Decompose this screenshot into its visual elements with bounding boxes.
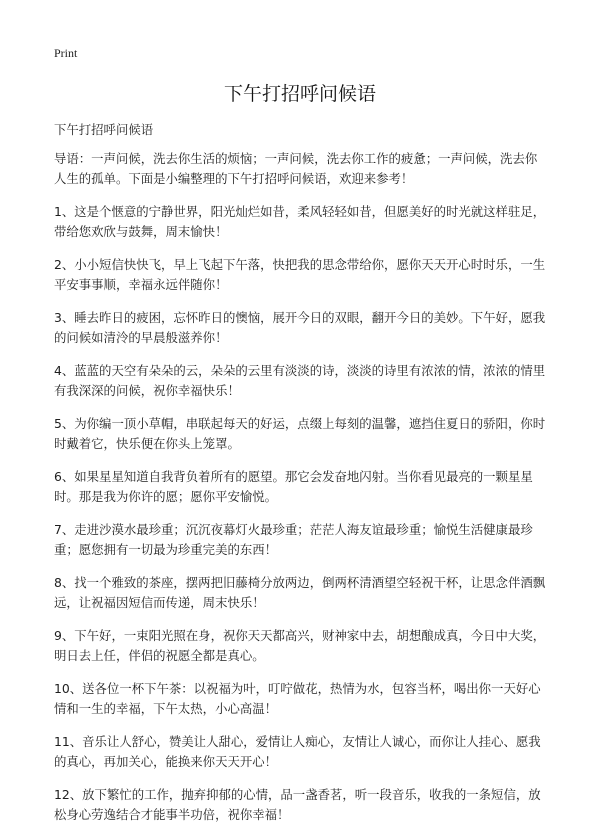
intro-paragraph: 导语：一声问候，洗去你生活的烦恼；一声问候，洗去你工作的疲惫；一声问候，洗去你人生的孤单。下面是小编整理的下午打招呼问候语，欢迎来参考！ — [54, 151, 538, 186]
print-link[interactable]: Print — [54, 46, 78, 60]
article-body — [54, 120, 546, 838]
greeting-paragraph-6: 6、如果星星知道自我背负着所有的愿望。那它会发奋地闪射。当你看见最亮的一颗星星时。那是我为你许的愿；愿你平安愉悦。 — [54, 469, 533, 504]
greeting-paragraph-7: 7、走进沙漠水最珍重；沉沉夜幕灯火最珍重；茫茫人海友谊最珍重；愉悦生活健康最珍重；愿您拥有一切最为珍重完美的东西！ — [54, 522, 533, 557]
greeting-paragraph-4: 4、蓝蓝的天空有朵朵的云，朵朵的云里有淡淡的诗，淡淡的诗里有浓浓的情，浓浓的情里有我深深的问候，祝你幸福快乐！ — [54, 363, 546, 398]
greeting-paragraph-11: 11、音乐让人舒心，赞美让人甜心，爱情让人痴心，友情让人诚心，而你让人挂心、愿我的真心，再加关心，能换来你天天开心！ — [54, 734, 541, 769]
greeting-paragraph-3: 3、睡去昨日的疲困，忘怀昨日的懊恼，展开今日的双眼，翻开今日的美妙。下午好，愿我的问候如清泠的早晨般滋养你！ — [54, 310, 546, 345]
greeting-paragraph-8: 8、找一个雅致的茶座，摆两把旧藤椅分放两边，倒两杯清酒望空轻祝干杯，让思念伴酒飘远，让祝福因短信而传递，周末快乐！ — [54, 575, 546, 610]
greeting-paragraph-10: 10、送各位一杯下午茶：以祝福为叶，叮咛做花，热情为水，包容当杯，喝出你一天好心情和一生的幸福，下午太热，小心高温！ — [54, 681, 541, 716]
greeting-paragraph-9: 9、下午好，一束阳光照在身，祝你天天都高兴，财神家中去，胡想酿成真，今日中大奖，明日去上任，伴侣的祝愿全都是真心。 — [54, 628, 546, 663]
article-subtitle: 下午打招呼问候语 — [54, 122, 154, 137]
greeting-paragraph-12: 12、放下繁忙的工作，抛弃抑郁的心情，品一盏香茗，听一段音乐，收我的一条短信，放松身心劳逸结合才能事半功倍，祝你幸福！ — [54, 787, 541, 822]
greeting-paragraph-5: 5、为你编一顶小草帽，串联起每天的好运，点缀上每刻的温馨，遮挡住夏日的骄阳，你时时戴着它，快乐便在你头上笼罩。 — [54, 416, 546, 451]
greeting-paragraph-1: 1、这是个惬意的宁静世界，阳光灿烂如昔，柔风轻轻如昔，但愿美好的时光就这样驻足，带给您欢欣与鼓舞，周末愉快！ — [54, 204, 546, 239]
page-title: 下午打招呼问候语 — [223, 83, 376, 105]
greeting-paragraph-2: 2、小小短信快快飞，早上飞起下午落，快把我的思念带给你，愿你天天开心时时乐，一生平安事事顺，幸福永远伴随你！ — [54, 257, 546, 292]
